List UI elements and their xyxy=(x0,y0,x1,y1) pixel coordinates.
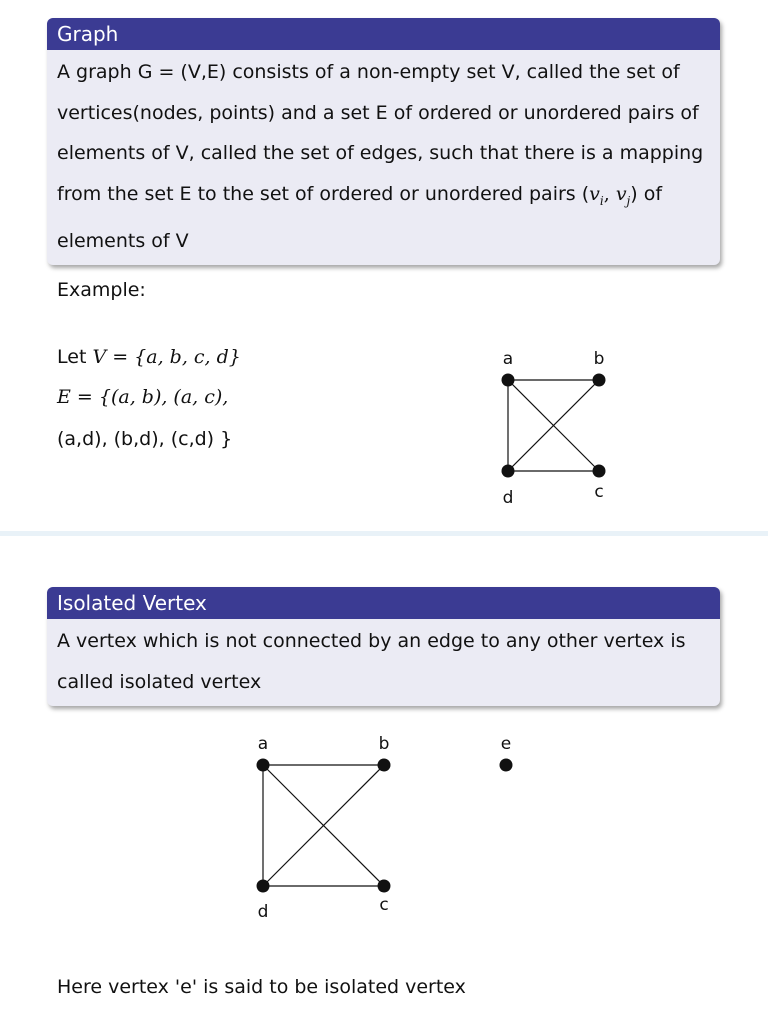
vertex-set: V = {a, b, c, d} xyxy=(92,346,241,368)
edge-set-continuation: (a,d), (b,d), (c,d) } xyxy=(57,428,233,450)
edge-set-line: E = {(a, b), (a, c), xyxy=(57,386,229,408)
definition-line-4-pre: from the set E to the set of ordered or unordered pairs ( xyxy=(57,182,590,205)
block-title-isolated-vertex: Isolated Vertex xyxy=(47,587,720,619)
isolated-definition-line-1: A vertex which is not connected by an edge to any other vertex is xyxy=(57,630,686,652)
isolated-vertex-conclusion: Here vertex 'e' is said to be isolated vertex xyxy=(57,976,466,998)
slide-isolated-vertex xyxy=(0,536,768,1024)
let-text: Let xyxy=(57,346,93,368)
label-d: d xyxy=(502,488,514,508)
vertex-d xyxy=(257,880,270,893)
vertex-a xyxy=(257,759,270,772)
block-title-graph: Graph xyxy=(47,18,720,50)
vertex-a xyxy=(502,374,515,387)
vertex-b xyxy=(593,374,606,387)
definition-line-5: elements of V xyxy=(57,229,189,252)
label-c: c xyxy=(379,895,389,915)
vj-symbol: $v_j$ xyxy=(615,182,631,208)
vertex-c xyxy=(378,880,391,893)
vertex-c xyxy=(593,465,606,478)
label-b: b xyxy=(593,349,605,369)
vertex-e-isolated xyxy=(500,759,513,772)
isolated-vertex-graph xyxy=(0,536,768,1024)
vertex-b xyxy=(378,759,391,772)
label-d: d xyxy=(257,902,269,922)
definition-line-4-post: ) of xyxy=(630,182,663,205)
vertex-d xyxy=(502,465,515,478)
definition-line-1: A graph G = (V,E) consists of a non-empty set V, called the set of xyxy=(57,61,680,83)
definition-line-4: from the set E to the set of ordered or unordered pairs ($v_i$, $v_j$) of xyxy=(57,182,663,208)
definition-line-3: elements of V, called the set of edges, such that there is a mapping xyxy=(57,142,704,164)
label-a: a xyxy=(257,734,269,754)
vi-symbol: $v_i$ xyxy=(589,182,604,208)
label-e: e xyxy=(500,734,512,754)
isolated-definition-line-2: called isolated vertex xyxy=(57,670,262,693)
label-c: c xyxy=(594,482,604,502)
definition-line-2: vertices(nodes, points) and a set E of ordered or unordered pairs of xyxy=(57,101,699,124)
example-label: Example: xyxy=(57,279,146,301)
label-b: b xyxy=(378,734,390,754)
label-a: a xyxy=(502,349,514,369)
